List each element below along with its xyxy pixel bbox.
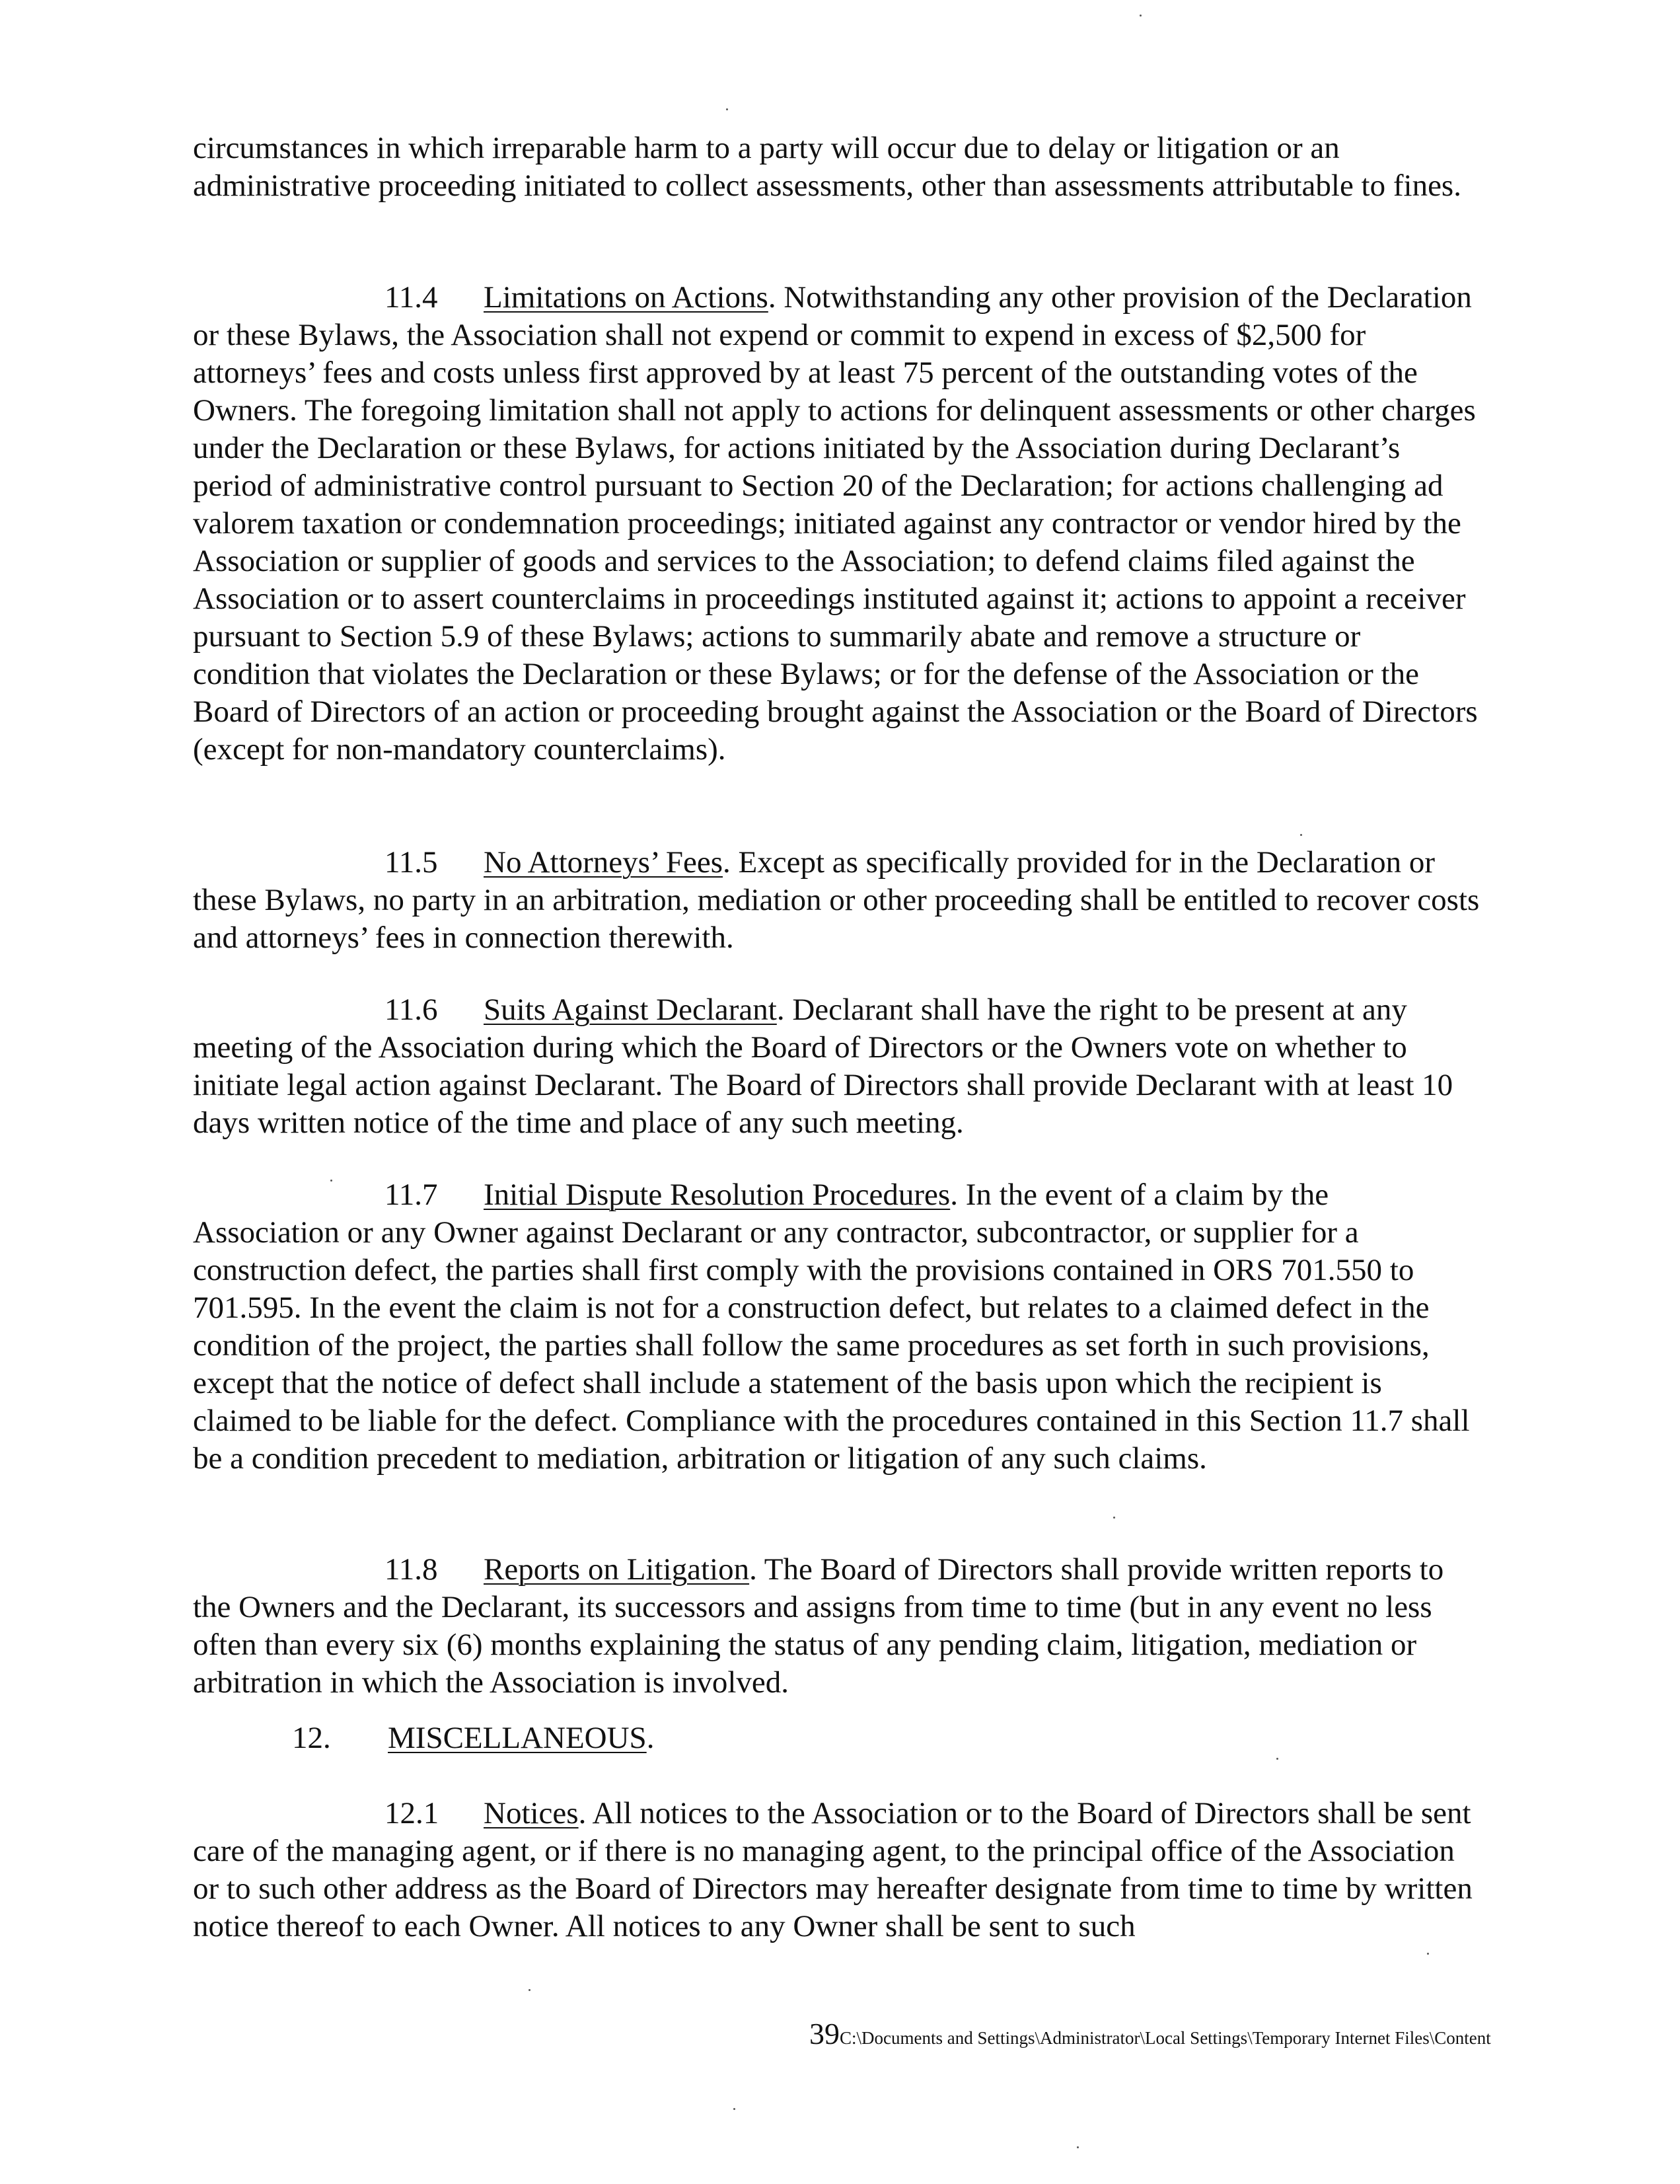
continuation-paragraph	[193, 130, 1481, 205]
section-number: 12.1	[384, 1796, 439, 1830]
scan-speck	[1140, 15, 1142, 17]
section-body: . Except as specifically provided for in the Declaration or these Bylaws, no party in an arbitration, mediation or other proceeding shall be entitled to recover costs and attorneys’ fees in connection therewith.	[193, 845, 1480, 955]
section-title: No Attorneys’ Fees	[484, 845, 723, 880]
section-11-6	[193, 991, 1481, 1142]
section-11-7	[193, 1176, 1481, 1478]
section-11-4	[193, 279, 1481, 769]
section-title: Notices	[484, 1796, 579, 1830]
heading-12	[193, 1719, 1481, 1757]
section-number: 11.7	[384, 1178, 438, 1212]
section-number: 11.6	[384, 993, 438, 1027]
page-number: 39	[809, 2017, 840, 2051]
section-title: Limitations on Actions	[484, 280, 768, 315]
heading-trail: .	[646, 1721, 655, 1755]
scan-speck	[726, 108, 728, 110]
paragraph-text: circumstances in which irreparable harm to a party will occur due to delay or litigation or an administrative proceeding initiated to collect assessments, other than assessments attributable to fines.	[193, 131, 1461, 203]
scan-speck	[1113, 1517, 1115, 1519]
scan-speck	[1276, 1758, 1278, 1760]
heading-number: 12.	[292, 1721, 331, 1755]
section-number: 11.5	[384, 845, 438, 880]
scan-speck	[733, 2108, 735, 2110]
section-number: 11.4	[384, 280, 438, 315]
section-11-8	[193, 1551, 1481, 1702]
section-title: Suits Against Declarant	[484, 993, 777, 1027]
scan-speck	[1300, 834, 1302, 836]
scan-speck	[1077, 2146, 1079, 2148]
file-path: C:\Documents and Settings\Administrator\Local Settings\Temporary Internet Files\Content	[840, 2028, 1491, 2048]
section-title: Reports on Litigation	[484, 1552, 750, 1587]
scan-speck	[330, 1180, 332, 1182]
section-body: . The Board of Directors shall provide written reports to the Owners and the Declarant, its successors and assigns from time to time (but in any event no less often than every six (6) months explaining the status of any pending claim, litigation, mediation or arbitration in which the Association is involved.	[193, 1552, 1444, 1700]
section-body: . Notwithstanding any other provision of the Declaration or these Bylaws, the Association shall not expend or commit to expend in excess of $2,500 for attorneys’ fees and costs unless first approved by at least 75 percent of the outstanding votes of the Owners. The foregoing limitation shall not apply to actions for delinquent assessments or other charges under the Declaration or these Bylaws, for actions initiated by the Association during Declarant’s period of administrative control pursuant to Section 20 of the Declaration; for actions challenging ad valorem taxation or condemnation proceedings; initiated against any contractor or vendor hired by the Association or supplier of goods and services to the Association; to defend claims filed against the Association or to assert counterclaims in proceedings instituted against it; actions to appoint a receiver pursuant to Section 5.9 of these Bylaws; actions to summarily abate and remove a structure or condition that violates the Declaration or these Bylaws; or for the defense of the Association or the Board of Directors of an action or proceeding brought against the Association or the Board of Directors (except for non-mandatory counterclaims).	[193, 280, 1478, 767]
section-body: . All notices to the Association or to the Board of Directors shall be sent care of the managing agent, or if there is no managing agent, to the principal office of the Association or to such other address as the Board of Directors may hereafter designate from time to time by written notice thereof to each Owner. All notices to any Owner shall be sent to such	[193, 1796, 1473, 1943]
section-title: Initial Dispute Resolution Procedures	[484, 1178, 951, 1212]
scan-speck	[1427, 1953, 1429, 1955]
scan-speck	[529, 1989, 530, 1991]
section-body: . Declarant shall have the right to be present at any meeting of the Association during which the Board of Directors or the Owners vote on whether to initiate legal action against Declarant. The Board of Directors shall provide Declarant with at least 10 days written notice of the time and place of any such meeting.	[193, 993, 1453, 1140]
page-footer	[809, 2017, 1491, 2051]
heading-title: MISCELLANEOUS	[388, 1721, 647, 1755]
section-body: . In the event of a claim by the Association or any Owner against Declarant or any contractor, subcontractor, or supplier for a construction defect, the parties shall first comply with the provisions contained in ORS 701.550 to 701.595. In the event the claim is not for a construction defect, but relates to a claimed defect in the condition of the project, the parties shall follow the same procedures as set forth in such provisions, except that the notice of defect shall include a statement of the basis upon which the recipient is claimed to be liable for the defect. Compliance with the procedures contained in this Section 11.7 shall be a condition precedent to mediation, arbitration or litigation of any such claims.	[193, 1178, 1470, 1476]
section-11-5	[193, 844, 1481, 957]
section-number: 11.8	[384, 1552, 438, 1587]
section-12-1	[193, 1795, 1481, 1945]
